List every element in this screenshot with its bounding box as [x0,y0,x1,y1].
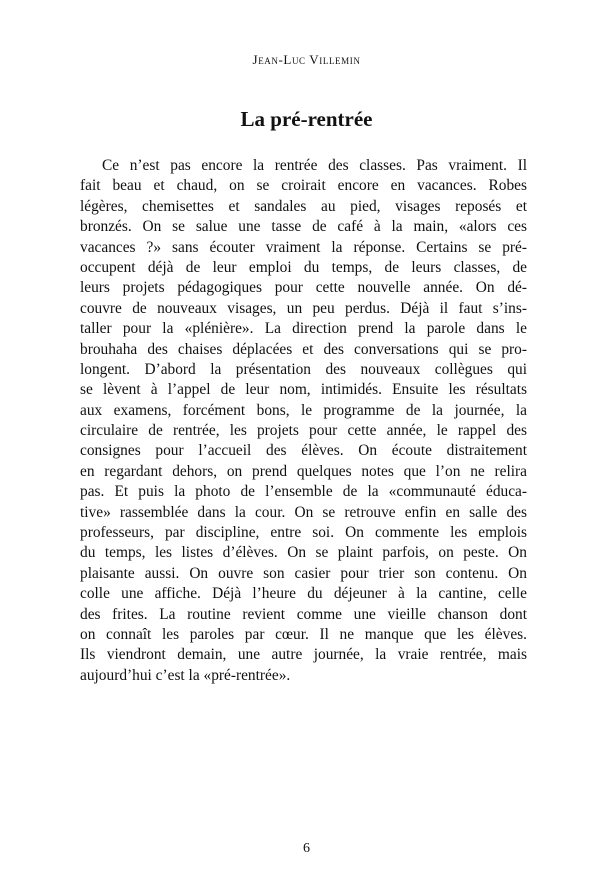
body-line: occupent déjà de leur emploi du temps, de leurs classes, de [80,258,527,276]
body-line: légères, chemisettes et sandales au pied, visages reposés et [80,197,527,215]
body-line: Ce n’est pas encore la rentrée des classes. Pas vraiment. Il [102,157,527,174]
body-line: brouhaha des chaises déplacées et des conversations qui se pro- [80,340,527,358]
body-line: des frites. La routine revient comme une vieille chanson dont [80,605,527,623]
body-line: taller pour la «plénière». La direction prend la parole dans le [80,320,527,338]
body-line: en regardant dehors, on prend quelques notes que l’on ne relira [80,462,527,480]
body-line: consignes pour l’accueil des élèves. On écoute distraitement [80,442,527,460]
body-line: on connaît les paroles par cœur. Il ne manque que les élèves. [80,625,527,643]
body-line: aux examens, forcément bons, le programme de la journée, la [80,401,527,419]
body-text [80,156,527,686]
body-line: plaisante aussi. On ouvre son casier pour trier son contenu. On [80,564,527,582]
body-line: fait beau et chaud, on se croirait encore en vacances. Robes [80,177,527,195]
body-line: du temps, les listes d’élèves. On se plaint parfois, on peste. On [80,544,527,562]
body-line: bronzés. On se salue une tasse de café à la main, «alors ces [80,218,527,236]
body-line: longent. D’abord la présentation des nouveaux collègues qui [80,360,527,378]
body-line: aujourd’hui c’est la «pré-rentrée». [80,666,291,684]
body-line: se lèvent à l’appel de leur nom, intimidés. Ensuite les résultats [80,381,527,399]
body-line: tive» rassemblée dans la cour. On se retrouve enfin en salle des [80,503,527,521]
body-line: professeurs, par discipline, entre soi. On commente les emplois [80,524,527,542]
body-line: pas. Et puis la photo de l’ensemble de la «communauté éduca- [80,483,527,501]
body-line: circulaire de rentrée, les projets pour cette année, le rappel des [80,422,527,440]
body-line: vacances ?» sans écouter vraiment la réponse. Certains se pré- [80,238,527,256]
running-head: Jean-Luc Villemin [252,52,361,67]
body-line: couvre de nouveaux visages, un peu perdus. Déjà il faut s’ins- [80,299,527,317]
page-number: 6 [303,841,310,856]
chapter-title: La pré-rentrée [240,107,373,131]
body-line: Ils viendront demain, une autre journée, la vraie rentrée, mais [80,646,527,664]
body-line: leurs projets pédagogiques pour cette nouvelle année. On dé- [80,279,527,297]
body-line: colle une affiche. Déjà l’heure du déjeuner à la cantine, celle [80,585,527,603]
